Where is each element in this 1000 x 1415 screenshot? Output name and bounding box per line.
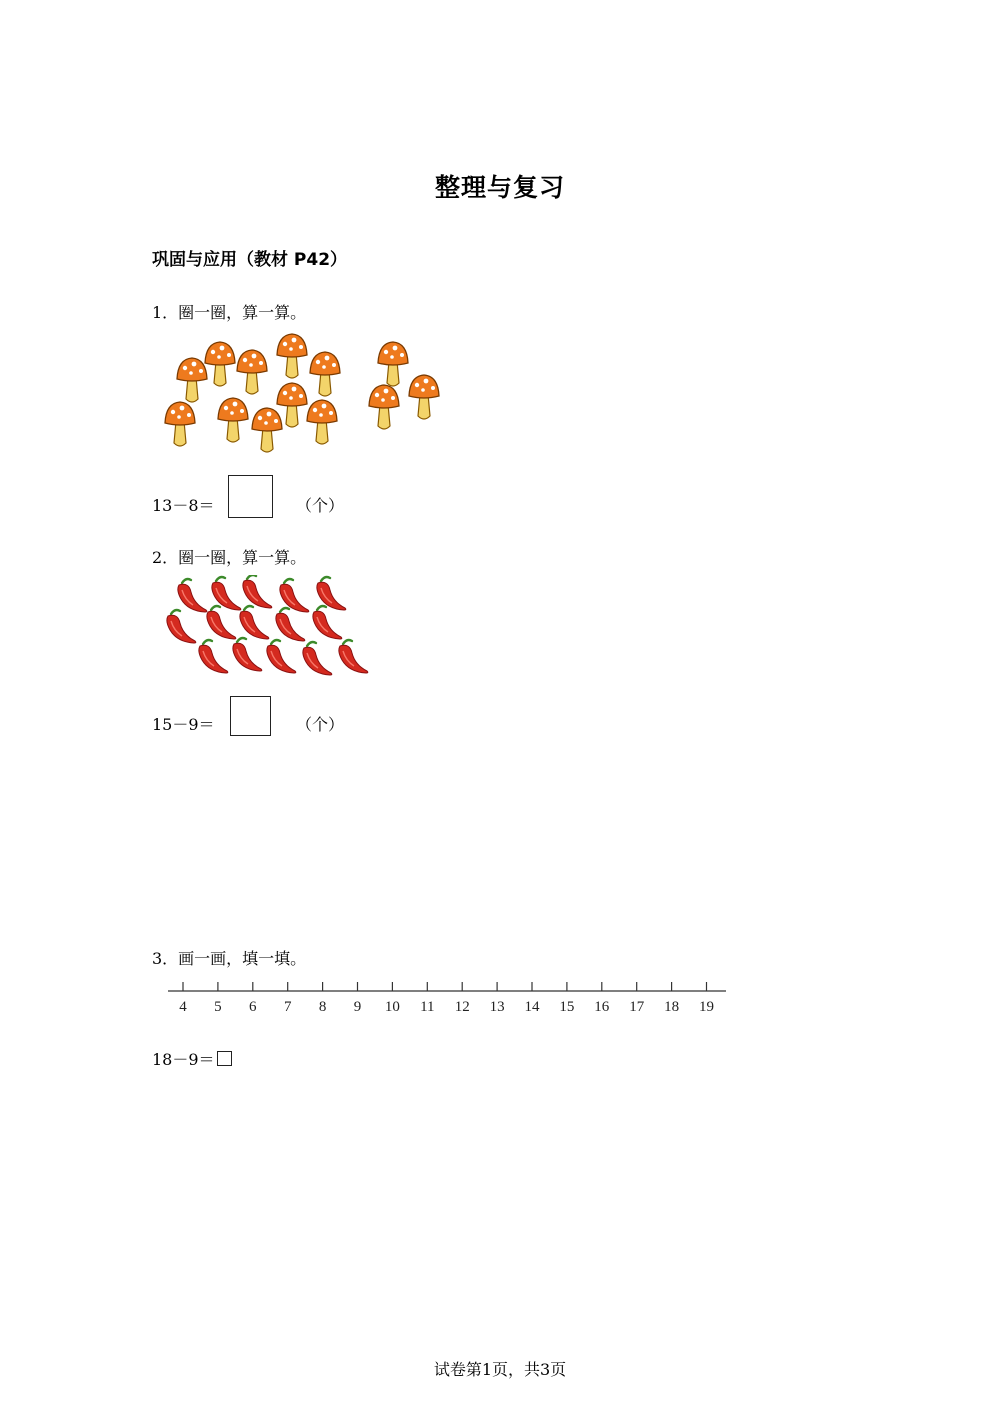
chili-pepper-icon [240,606,269,639]
number-line-label: 16 [594,999,610,1015]
number-line-label: 19 [699,999,714,1015]
mushroom-icon [409,375,439,419]
mushroom-icon [237,350,267,394]
chili-pepper-icon [233,638,262,671]
number-line-label: 11 [420,999,435,1015]
answer-box-3[interactable] [217,1051,232,1066]
chili-pepper-group [160,575,375,685]
chili-pepper-icon [339,640,368,673]
chili-pepper-icon [267,640,296,673]
number-line-label: 4 [179,999,187,1015]
number-line-label: 17 [629,999,645,1015]
number-line-label: 9 [353,999,362,1015]
mushroom-group [150,328,460,453]
chili-pepper-icon [199,640,228,673]
page-title: 整理与复习 [434,173,565,202]
section-heading: 巩固与应用（教材 P42） [152,250,348,270]
mushroom-icon [218,398,248,442]
answer-box-2[interactable] [230,696,271,736]
question-2-unit: （个） [296,715,345,734]
chili-pepper-icon [303,642,332,675]
mushroom-icon [378,342,408,386]
chili-pepper-icon [178,579,207,612]
number-line-label: 13 [489,999,505,1015]
mushroom-icon [277,334,307,378]
number-line[interactable] [160,975,740,1025]
number-line-label: 18 [664,999,680,1015]
number-line-label: 8 [318,999,327,1015]
chili-pepper-icon [167,610,196,643]
page-footer: 试卷第1页，共3页 [433,1360,567,1379]
question-3-prompt: 3．画一画，填一填。 [152,949,307,968]
question-3-equation [152,1047,232,1070]
number-line-label: 6 [249,999,257,1015]
chili-pepper-icon [243,575,272,608]
mushroom-icon [177,358,207,402]
question-2-prompt: 2．圈一圈，算一算。 [152,548,307,567]
mushroom-icon [310,352,340,396]
chili-pepper-icon [313,606,342,639]
mushroom-icon [205,342,235,386]
question-1-prompt: 1．圈一圈，算一算。 [152,303,307,322]
question-1-unit: （个） [296,496,345,515]
answer-box-1[interactable] [228,475,273,518]
number-line-label: 12 [454,999,470,1015]
number-line-label: 7 [283,999,292,1015]
number-line-label: 5 [214,999,222,1015]
number-line-label: 10 [384,999,400,1015]
mushroom-icon [277,383,307,427]
number-line-label: 15 [559,999,575,1015]
chili-pepper-icon [207,606,236,639]
number-line-label: 14 [524,999,540,1015]
mushroom-icon [369,385,399,429]
mushroom-icon [165,402,195,446]
mushroom-icon [252,408,282,452]
question-1-equation: 13－8＝ [152,496,215,515]
mushroom-icon [307,400,337,444]
chili-pepper-icon [276,608,305,641]
question-3-equation-text: 18－9＝ [152,1050,215,1069]
question-2-equation: 15－9＝ [152,715,215,734]
